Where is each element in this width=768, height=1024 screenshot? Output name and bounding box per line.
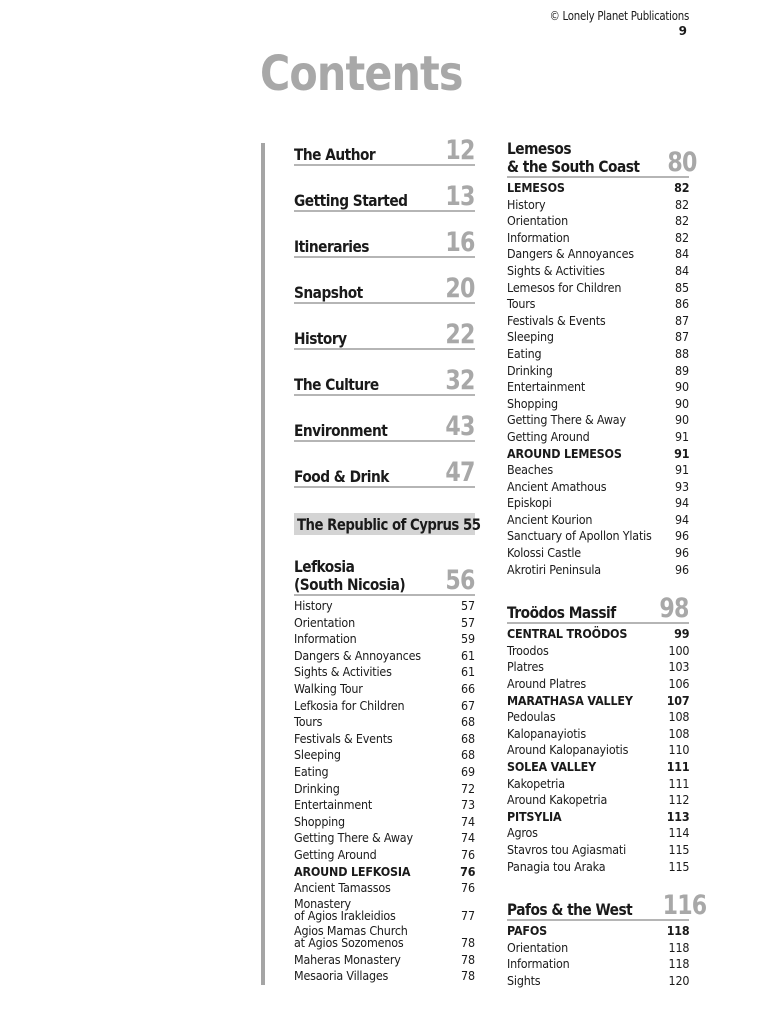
subentry-label: Akrotiri Peninsula <box>507 562 601 577</box>
subentry-label: Episkopi <box>507 496 552 511</box>
lefkosia-subentries <box>294 598 475 985</box>
subentry-page: 112 <box>668 793 689 808</box>
toc-subentry[interactable] <box>507 709 689 726</box>
toc-subentry[interactable] <box>507 973 689 990</box>
subentry-label: Around Kalopanayiotis <box>507 743 629 758</box>
chapter-entry[interactable] <box>294 135 475 166</box>
chapter-title: Pafos & the West <box>507 900 633 920</box>
subentry-label: Entertainment <box>507 380 586 395</box>
subentry-label: Kolossi Castle <box>507 546 581 561</box>
subentry-label: AROUND LEFKOSIA <box>294 864 411 879</box>
subentry-label: Entertainment <box>294 798 373 813</box>
subentry-page: 86 <box>675 297 689 312</box>
subentry-page: 68 <box>461 715 475 730</box>
toc-subentry[interactable] <box>294 864 475 881</box>
toc-subentry[interactable] <box>294 968 475 985</box>
toc-subentry[interactable] <box>294 747 475 764</box>
subentry-label: Tours <box>294 715 323 730</box>
subentry-page: 91 <box>675 463 689 478</box>
pafos-subentries <box>507 923 689 989</box>
subentry-label: Sleeping <box>294 748 341 763</box>
toc-subentry[interactable] <box>507 809 689 826</box>
subentry-label: Around Platres <box>507 677 587 692</box>
subentry-label: Drinking <box>294 781 340 796</box>
chapter-title-line2: & the South Coast <box>507 157 640 176</box>
subentry-page: 96 <box>675 546 689 561</box>
subentry-page: 108 <box>668 710 689 725</box>
subentry-label-line2: at Agios Sozomenos <box>294 936 404 951</box>
chapter-page: 16 <box>445 227 475 258</box>
subentry-label: Information <box>507 230 570 245</box>
subentry-label: Drinking <box>507 363 553 378</box>
toc-subentry[interactable] <box>507 923 689 940</box>
publisher-credit: © Lonely Planet Publications <box>549 9 689 23</box>
subentry-label: Getting Around <box>507 429 590 444</box>
chapter-title: Troödos Massif <box>507 603 616 623</box>
subentry-label: Getting Around <box>294 847 377 862</box>
toc-subentry[interactable] <box>507 776 689 793</box>
chapter-page: 98 <box>659 593 689 625</box>
subentry-label: Maheras Monastery <box>294 952 401 967</box>
toc-subentry[interactable] <box>507 363 689 380</box>
subentry-label: Dangers & Annoyances <box>507 247 634 262</box>
subentry-page: 94 <box>675 512 689 527</box>
subentry-page: 84 <box>675 247 689 262</box>
toc-subentry[interactable] <box>507 263 689 280</box>
subentry-page: 118 <box>668 940 689 955</box>
toc-subentry[interactable] <box>507 495 689 512</box>
subentry-page: 69 <box>461 764 475 779</box>
subentry-label: SOLEA VALLEY <box>507 760 597 774</box>
subentry-page: 96 <box>675 529 689 544</box>
vertical-rule <box>261 143 265 985</box>
subentry-label-line2: of Agios Irakleidios <box>294 908 396 923</box>
subentry-label: Orientation <box>507 214 568 229</box>
subentry-label: Panagia tou Araka <box>507 859 606 874</box>
toc-subentry[interactable] <box>507 825 689 842</box>
chapter-entry[interactable] <box>294 181 475 212</box>
subentry-page: 57 <box>461 615 475 630</box>
subentry-label: Orientation <box>507 940 568 955</box>
subentry-label: Lefkosia for Children <box>294 698 405 713</box>
subentry-page: 91 <box>675 429 689 444</box>
subentry-label: Sanctuary of Apollon Ylatis <box>507 529 652 544</box>
subentry-label-line1: Agios Mamas Church <box>294 924 408 939</box>
toc-subentry[interactable] <box>507 296 689 313</box>
chapter-page: 13 <box>445 181 475 212</box>
chapter-entry-pafos[interactable] <box>507 890 707 922</box>
subentry-label: Getting There & Away <box>294 831 413 846</box>
toc-subentry[interactable] <box>507 479 689 496</box>
subentry-label: Sights & Activities <box>294 665 392 680</box>
subentry-page: 111 <box>666 760 689 774</box>
subentry-label: AROUND LEMESOS <box>507 446 622 461</box>
toc-subentry[interactable] <box>507 842 689 859</box>
chapter-title <box>294 558 405 594</box>
toc-subentry[interactable] <box>507 396 689 413</box>
subentry-label: Ancient Kourion <box>507 512 593 527</box>
subentry-page: 57 <box>461 599 475 613</box>
toc-subentry[interactable] <box>507 759 689 776</box>
toc-subentry[interactable] <box>507 859 689 876</box>
subentry-page: 103 <box>668 660 689 675</box>
subentry-label: Platres <box>507 660 544 675</box>
toc-subentry[interactable] <box>294 880 475 897</box>
subentry-page: 100 <box>668 643 689 658</box>
subentry-label: Sights & Activities <box>507 263 605 278</box>
toc-subentry[interactable] <box>507 379 689 396</box>
chapter-title-line1: Lemesos <box>507 139 572 158</box>
chapter-title-line2: (South Nicosia) <box>294 575 406 594</box>
chapter-title: The Culture <box>294 375 379 394</box>
chapter-entry-lemesos[interactable] <box>507 139 697 178</box>
subentry-page: 72 <box>461 781 475 796</box>
chapter-page: 43 <box>445 411 475 442</box>
subentry-label: Pedoulas <box>507 710 556 725</box>
toc-subentry[interactable] <box>507 626 689 643</box>
subentry-page: 113 <box>666 809 689 824</box>
toc-subentry[interactable] <box>294 952 475 969</box>
toc-subentry[interactable] <box>507 230 689 247</box>
toc-subentry[interactable] <box>294 648 475 665</box>
chapter-title: Environment <box>294 421 388 440</box>
page-number: 9 <box>678 24 687 38</box>
subentry-label: Shopping <box>507 396 558 411</box>
page-title: Contents <box>260 46 463 102</box>
toc-subentry[interactable] <box>294 764 475 781</box>
subentry-page: 61 <box>461 665 475 680</box>
chapter-title-line1: Lefkosia <box>294 557 355 576</box>
toc-subentry[interactable] <box>507 528 689 545</box>
section-title: The Republic of Cyprus 55 <box>297 514 481 534</box>
subentry-label: Eating <box>507 346 542 361</box>
subentry-label: Eating <box>294 764 329 779</box>
section-heading[interactable] <box>294 513 481 535</box>
subentry-page: 68 <box>461 748 475 763</box>
toc-subentry[interactable] <box>294 781 475 798</box>
chapter-page: 20 <box>445 273 475 304</box>
subentry-page: 87 <box>675 313 689 328</box>
subentry-label: Tours <box>507 297 536 312</box>
subentry-label <box>294 925 408 949</box>
chapter-page: 12 <box>445 135 475 166</box>
subentry-label: Beaches <box>507 463 553 478</box>
subentry-page: 114 <box>668 826 689 841</box>
toc-subentry[interactable] <box>294 830 475 847</box>
toc-subentry[interactable] <box>294 731 475 748</box>
subentry-page: 76 <box>461 881 475 896</box>
subentry-page: 66 <box>461 681 475 696</box>
toc-subentry[interactable] <box>507 940 689 957</box>
toc-subentry[interactable] <box>294 814 475 831</box>
subentry-page: 67 <box>461 698 475 713</box>
chapter-title: Food & Drink <box>294 467 389 486</box>
subentry-page: 110 <box>668 743 689 758</box>
subentry-label: Kalopanayiotis <box>507 726 586 741</box>
chapter-entry-lefkosia[interactable] <box>294 558 475 596</box>
toc-subentry[interactable] <box>507 545 689 562</box>
subentry-label: LEMESOS <box>507 181 565 195</box>
chapter-page: 32 <box>445 365 475 396</box>
subentry-page: 74 <box>461 831 475 846</box>
toc-subentry[interactable] <box>294 924 475 951</box>
subentry-page: 76 <box>461 847 475 862</box>
toc-subentry[interactable] <box>507 676 689 693</box>
subentry-page: 94 <box>675 496 689 511</box>
subentry-page: 90 <box>675 380 689 395</box>
subentry-page: 118 <box>668 957 689 972</box>
subentry-page: 111 <box>668 776 689 791</box>
subentry-label-line1: Monastery <box>294 896 351 911</box>
toc-subentry[interactable] <box>507 956 689 973</box>
toc-subentry[interactable] <box>294 847 475 864</box>
subentry-page: 74 <box>461 814 475 829</box>
subentry-label: History <box>294 599 333 613</box>
subentry-label: Festivals & Events <box>294 731 393 746</box>
subentry-page: 76 <box>459 864 475 879</box>
subentry-page: 73 <box>461 798 475 813</box>
toc-subentry[interactable] <box>507 643 689 660</box>
subentry-label: Lemesos for Children <box>507 280 622 295</box>
toc-subentry[interactable] <box>294 714 475 731</box>
subentry-label: Information <box>294 632 357 647</box>
subentry-label: CENTRAL TROÖDOS <box>507 627 628 642</box>
toc-column-right <box>507 139 707 990</box>
subentry-label: Sights <box>507 973 541 988</box>
toc-subentry[interactable] <box>507 213 689 230</box>
subentry-label: Ancient Amathous <box>507 479 607 494</box>
toc-subentry[interactable] <box>294 664 475 681</box>
subentry-page: 82 <box>675 214 689 229</box>
chapter-title: The Author <box>294 145 376 164</box>
subentry-page: 89 <box>675 363 689 378</box>
subentry-label: Stavros tou Agiasmati <box>507 842 627 857</box>
toc-subentry[interactable] <box>507 246 689 263</box>
toc-subentry[interactable] <box>507 512 689 529</box>
toc-subentry[interactable] <box>507 792 689 809</box>
chapter-title: Itineraries <box>294 237 369 256</box>
subentry-label: Information <box>507 957 570 972</box>
subentry-label: Around Kakopetria <box>507 793 608 808</box>
chapter-page: 56 <box>445 565 475 596</box>
subentry-label: Agros <box>507 826 538 841</box>
subentry-label: Kakopetria <box>507 776 565 791</box>
toc-subentry[interactable] <box>294 897 475 924</box>
toc-subentry[interactable] <box>507 562 689 579</box>
chapter-title: Snapshot <box>294 283 363 302</box>
subentry-page: 90 <box>675 396 689 411</box>
subentry-page: 88 <box>675 346 689 361</box>
chapter-entry[interactable] <box>294 273 475 304</box>
chapter-page: 80 <box>667 147 697 178</box>
subentry-label: Dangers & Annoyances <box>294 648 421 663</box>
subentry-page: 91 <box>673 446 689 461</box>
troodos-subentries <box>507 626 689 875</box>
toc-subentry[interactable] <box>294 631 475 648</box>
subentry-page: 93 <box>675 479 689 494</box>
subentry-label: MARATHASA VALLEY <box>507 693 633 708</box>
subentry-label: Ancient Tamassos <box>294 881 391 896</box>
toc-subentry[interactable] <box>507 726 689 743</box>
subentry-page: 59 <box>461 632 475 647</box>
subentry-page: 85 <box>675 280 689 295</box>
chapter-title: History <box>294 329 347 348</box>
chapter-entry-troodos[interactable] <box>507 595 689 624</box>
subentry-label: Walking Tour <box>294 681 363 696</box>
subentry-page: 115 <box>668 859 689 874</box>
subentry-label: Troodos <box>507 643 549 658</box>
toc-column-left <box>294 135 481 985</box>
subentry-page: 106 <box>668 677 689 692</box>
toc-subentry[interactable] <box>294 797 475 814</box>
toc-subentry[interactable] <box>507 429 689 446</box>
subentry-page: 120 <box>668 973 689 988</box>
subentry-page: 78 <box>461 936 475 951</box>
toc-subentry[interactable] <box>507 180 689 197</box>
subentry-label: PAFOS <box>507 924 548 939</box>
lemesos-subentries <box>507 180 689 578</box>
subentry-page: 82 <box>673 181 689 195</box>
toc-subentry[interactable] <box>294 681 475 698</box>
toc-subentry[interactable] <box>507 659 689 676</box>
subentry-page: 78 <box>461 952 475 967</box>
chapter-page: 116 <box>662 890 707 922</box>
subentry-label: Shopping <box>294 814 345 829</box>
chapter-entry[interactable] <box>294 319 475 350</box>
subentry-label: Festivals & Events <box>507 313 606 328</box>
subentry-page: 61 <box>461 648 475 663</box>
toc-subentry[interactable] <box>507 742 689 759</box>
chapter-entry[interactable] <box>294 227 475 258</box>
chapter-title: Getting Started <box>294 191 408 210</box>
toc-subentry[interactable] <box>507 346 689 363</box>
toc-subentry[interactable] <box>507 693 689 710</box>
subentry-page: 99 <box>673 627 689 642</box>
subentry-page: 78 <box>461 969 475 984</box>
subentry-label: Getting There & Away <box>507 413 626 428</box>
subentry-page: 108 <box>668 726 689 741</box>
subentry-label: History <box>507 197 546 212</box>
subentry-label: PITSYLIA <box>507 809 562 824</box>
toc-subentry[interactable] <box>294 598 475 615</box>
chapter-entry[interactable] <box>294 457 475 488</box>
subentry-page: 118 <box>666 924 689 939</box>
subentry-page: 84 <box>675 263 689 278</box>
chapter-entry[interactable] <box>294 411 475 442</box>
subentry-page: 87 <box>675 330 689 345</box>
subentry-page: 82 <box>675 230 689 245</box>
subentry-label: Sleeping <box>507 330 554 345</box>
toc-subentry[interactable] <box>507 412 689 429</box>
subentry-label: Orientation <box>294 615 355 630</box>
toc-subentry[interactable] <box>507 462 689 479</box>
subentry-page: 82 <box>675 197 689 212</box>
subentry-page: 107 <box>666 693 689 708</box>
subentry-page: 90 <box>675 413 689 428</box>
subentry-label <box>294 898 396 922</box>
toc-subentry[interactable] <box>507 197 689 214</box>
toc-subentry[interactable] <box>294 698 475 715</box>
subentry-label: Mesaoria Villages <box>294 969 389 984</box>
subentry-page: 96 <box>675 562 689 577</box>
chapter-entry[interactable] <box>294 365 475 396</box>
subentry-page: 115 <box>668 842 689 857</box>
chapter-page: 22 <box>445 319 475 350</box>
chapter-title <box>507 140 639 176</box>
toc-subentry[interactable] <box>507 313 689 330</box>
chapter-page: 47 <box>445 457 475 488</box>
toc-subentry[interactable] <box>507 280 689 297</box>
subentry-page: 68 <box>461 731 475 746</box>
toc-subentry[interactable] <box>507 446 689 463</box>
toc-subentry[interactable] <box>294 615 475 632</box>
toc-subentry[interactable] <box>507 329 689 346</box>
subentry-page: 77 <box>461 908 475 923</box>
